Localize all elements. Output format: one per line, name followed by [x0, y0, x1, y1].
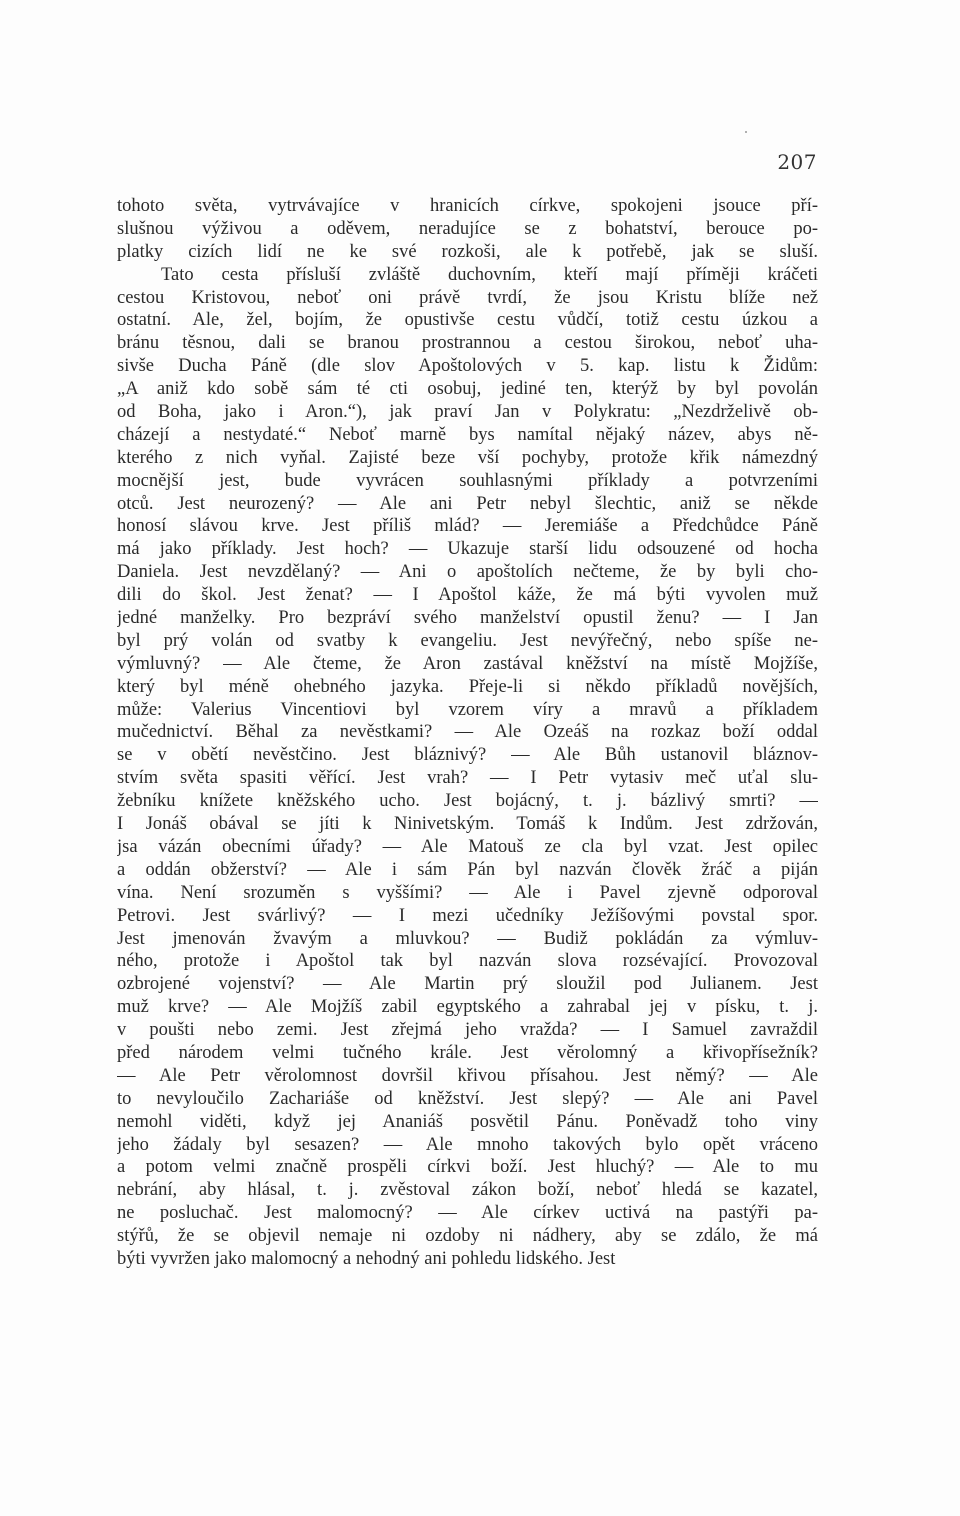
text-line: a potom velmi značně prospěli církvi boží. Jest hluchý? — Ale to mu — [117, 1157, 818, 1178]
text-line: ne posluchač. Jest malomocný? — Ale církev uctivá na pastýři pa- — [117, 1203, 818, 1224]
text-line: může: Valerius Vincentiovi byl vzorem víry a mravů a příkladem — [117, 699, 818, 720]
text-line: vína. Není srozuměn s vyššími? — Ale i Pavel zjevně odporoval — [117, 882, 818, 903]
text-line: a oddán obžerství? — Ale i sám Pán byl nazván člověk žráč a piján — [117, 859, 818, 880]
text-line: Daniela. Jest nevzdělaný? — Ani o apoštolích nečteme, že by byli cho- — [117, 562, 818, 583]
text-line: I Jonáš obával se jíti k Ninivetským. Tomáš k Indům. Jest zdržován, — [117, 814, 818, 835]
text-line: ného, protože i Apoštol tak byl nazván slova rozsévající. Provozoval — [117, 951, 818, 972]
text-line: honosí slávou krve. Jest příliš mlád? — Jeremiáše a Předchůdce Páně — [117, 516, 818, 537]
text-line: jedné manželky. Pro bezpráví svého manželství opustil ženu? — I Jan — [117, 608, 818, 629]
text-line: byl prý volán od svatby k evangeliu. Jest nevýřečný, nebo spíše ne- — [117, 630, 818, 651]
text-line: žebníku knížete kněžského ucho. Jest bojácný, t. j. bázlivý smrti? — — [117, 791, 818, 812]
text-line: Jest jmenován žvavým a mluvkou? — Budiž pokládán za výmluv- — [117, 928, 818, 949]
text-line: od Boha, jako i Aron.“), jak praví Jan v Polykratu: „Nezdrželivě ob- — [117, 402, 818, 423]
text-line: cestou Kristovou, neboť oni právě tvrdí, že jsou Kristu blíže než — [117, 287, 818, 308]
text-line: výmluvný? — Ale čteme, že Aron zastával kněžství na místě Mojžíše, — [117, 653, 818, 674]
text-line: otců. Jest neurozený? — Ale ani Petr nebyl šlechtic, aniž se někde — [117, 493, 818, 514]
text-line: dili do škol. Jest ženat? — I Apoštol káže, že má býti vyvolen muž — [117, 585, 818, 606]
paper-speck — [745, 131, 747, 133]
text-line: před národem velmi tučného krále. Jest věrolomný a křivopřísežník? — [117, 1042, 818, 1063]
text-line: ostatní. Ale, žel, bojím, že opustivše cestu vůdčí, totiž cestu úzkou a — [117, 310, 818, 331]
text-line: stvím světa spasiti věřící. Jest vrah? — I Petr vytasiv meč uťal slu- — [117, 768, 818, 789]
text-line: který byl méně ohebného jazyka. Přeje-li si někdo příkladů novějších, — [117, 676, 818, 697]
text-line: v poušti nebo zemi. Jest zřejmá jeho vražda? — I Samuel zavraždil — [117, 1020, 818, 1041]
text-line: stýřů, že se objevil nemaje ni ozdoby ni nádhery, aby se zdálo, že má — [117, 1226, 818, 1247]
text-line: mocnější jest, bude vyvrácen souhlasnými příklady a potvrzeními — [117, 470, 818, 491]
text-line: Tato cesta přísluší zvláště duchovním, kteří mají příměji kráčeti — [161, 264, 818, 285]
text-line: slušnou výživou a oděvem, neradujíce se z bohatství, berouce po- — [117, 218, 818, 239]
text-line: jeho žádaly byl sesazen? — Ale mnoho takových bylo opět vráceno — [117, 1134, 818, 1155]
text-line: má jako příklady. Jest hoch? — Ukazuje starší lidu odsouzené od hocha — [117, 539, 818, 560]
text-line: tohoto světa, vytrvávajíce v hranicích církve, spokojeni jsouce pří- — [117, 196, 818, 216]
text-line: bránu těsnou, dali se branou prostrannou a cestou širokou, neboť uha- — [117, 333, 818, 354]
page-number: 207 — [777, 150, 817, 174]
text-line: ozbrojené vojenství? — Ale Martin prý sloužil pod Julianem. Jest — [117, 974, 818, 995]
text-line: muž krve? — Ale Mojžíš zabil egyptského a zahrabal jej v písku, t. j. — [117, 997, 818, 1018]
text-line: platky cizích lidí ne ke své rozkoši, ale k potřebě, jak se sluší. — [117, 241, 818, 262]
text-line: sivše Ducha Páně (dle slov Apoštolových v 5. kap. listu k Židům: — [117, 356, 818, 377]
text-line: kterého z nich vyňal. Zajisté beze vší pochyby, protože křik námezdný — [117, 447, 818, 468]
text-line: býti vyvržen jako malomocný a nehodný ani pohledu lidského. Jest — [117, 1248, 616, 1269]
text-line: „A aniž kdo sobě sám té cti osobuj, jediné ten, kterýž by byl povolán — [117, 379, 818, 400]
text-line: Petrovi. Jest svárlivý? — I mezi učedníky Ježíšovými povstal spor. — [117, 905, 818, 926]
text-line: nebrání, aby hlásal, t. j. zvěstoval zákon boží, neboť hledá se kazatel, — [117, 1180, 818, 1201]
body-text — [117, 195, 818, 1271]
text-line: — Ale Petr věrolomnost dovršil křivou přísahou. Jest němý? — Ale — [117, 1065, 818, 1086]
text-line: jsa vázán obecními úřady? — Ale Matouš ze cla byl vzat. Jest opilec — [117, 836, 818, 857]
text-line: mučednictví. Běhal za nevěstkami? — Ale Ozeáš na rozkaz boží oddal — [117, 722, 818, 743]
text-line: se v obětí nevěstčino. Jest bláznivý? — Ale Bůh ustanovil bláznov- — [117, 745, 818, 766]
text-line: nemohl viděti, když jej Ananiáš posvětil Pánu. Poněvadž toho viny — [117, 1111, 818, 1132]
text-line: cházejí a nestydaté.“ Neboť marně bys namítal nějaký název, abys ně- — [117, 424, 818, 445]
text-line: to nevyloučilo Zachariáše od kněžství. Jest slepý? — Ale ani Pavel — [117, 1088, 818, 1109]
